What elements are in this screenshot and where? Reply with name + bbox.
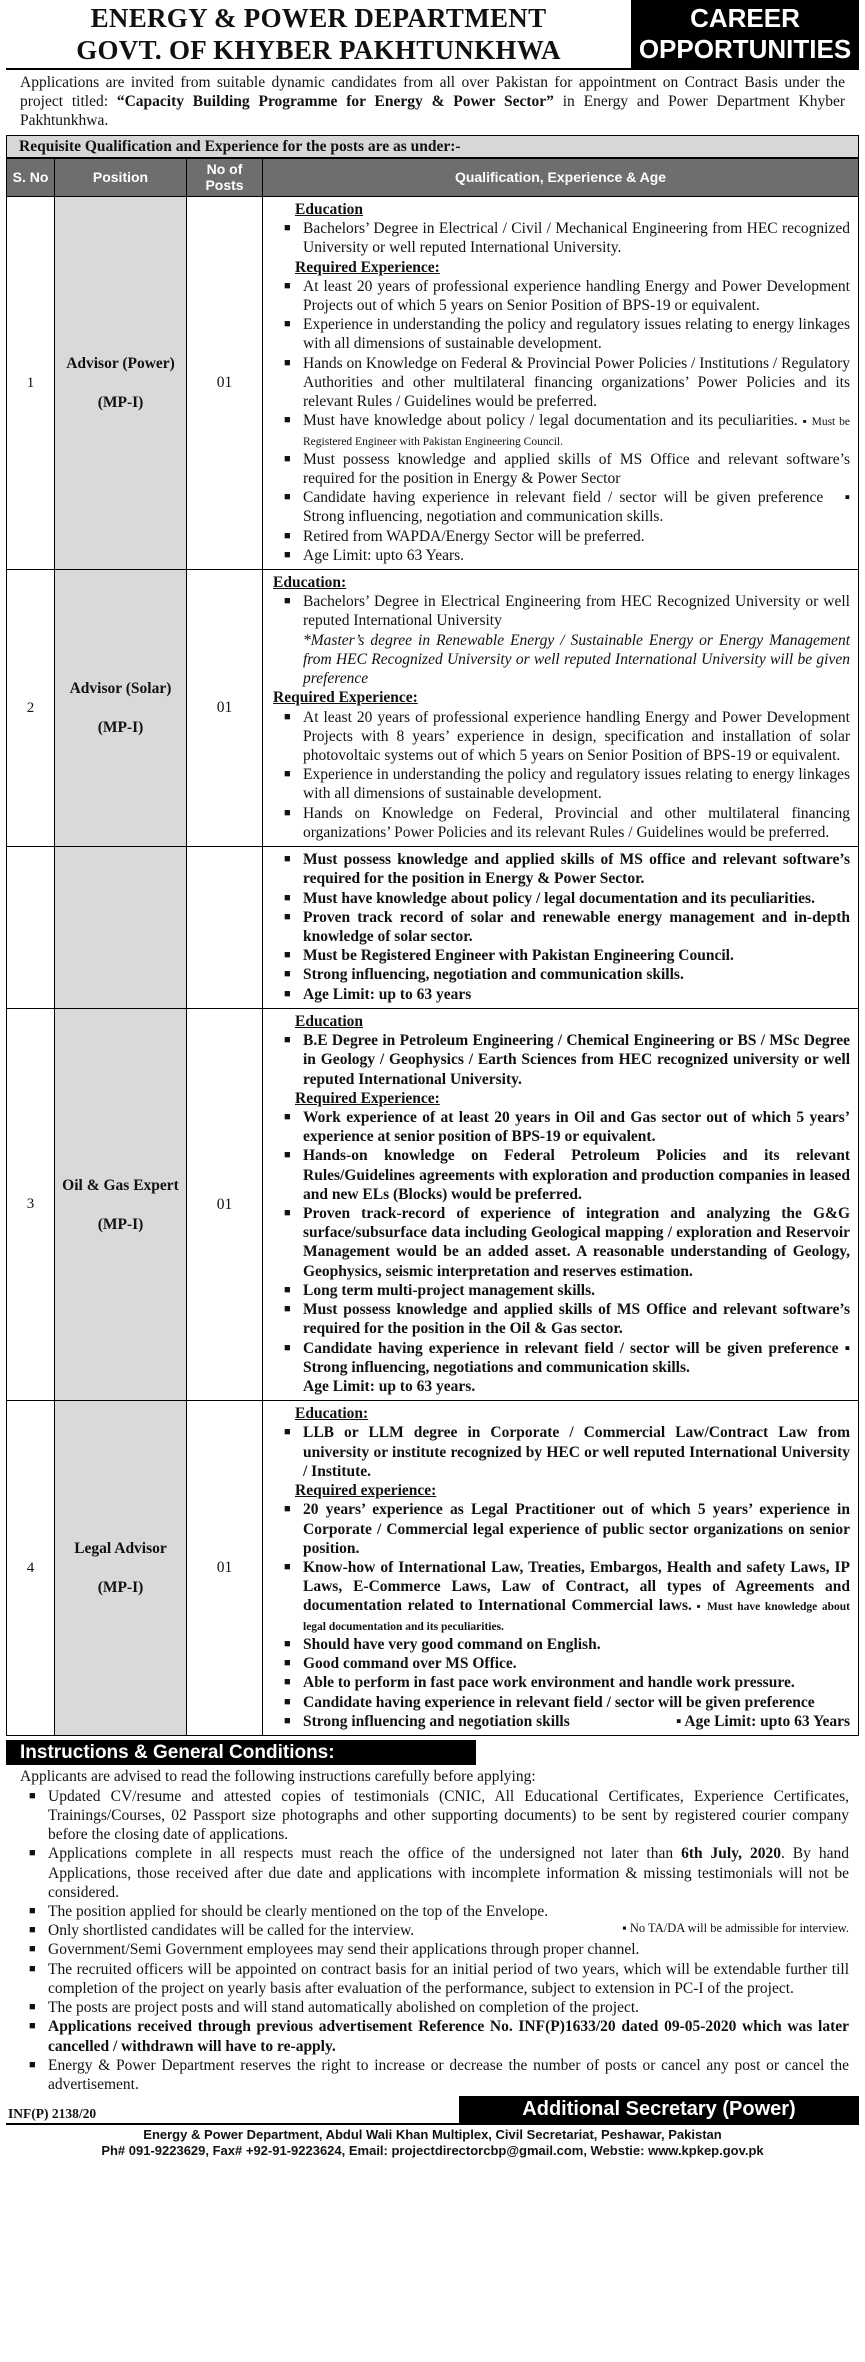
post-code: (MP-I): [97, 393, 144, 411]
post-position-name: Oil & Gas Expert: [62, 1176, 179, 1194]
experience-list: [273, 277, 850, 565]
post-sno: 3: [7, 1008, 55, 1400]
list-item: ■ Bachelors’ Degree in Electrical / Civil / Mechanical Engineering from HEC recognized University or well reputed International University.: [273, 219, 850, 257]
list-item: ■ Bachelors’ Degree in Electrical Engineering from HEC Recognized University or well reputed International University: [273, 592, 850, 630]
list-item: ■ Candidate having experience in relevant field / sector will be given preference: [273, 1693, 850, 1712]
post-position-name: Advisor (Solar): [69, 680, 172, 698]
signatory-banner: Additional Secretary (Power): [459, 2096, 859, 2123]
list-item: ■ Energy & Power Department reserves the right to increase or decrease the number of posts or cancel any post or cancel the advertisement.: [20, 2056, 849, 2094]
post-code: (MP-I): [97, 1215, 144, 1233]
item-text: Know-how of International Law, Treaties, Embargos, Health and safety Laws, IP Laws, E-Commerce Laws, Law of Contract, all types of Agreements and documentation related to International Commercial laws.: [303, 1558, 850, 1615]
item-text: Candidate having experience in relevant field / sector will be given preference: [303, 489, 824, 507]
intro-after: in Energy and Power Department Khyber Pakhtunkhwa.: [20, 93, 845, 130]
post-sno: 1: [7, 196, 55, 569]
list-item: ■ Must possess knowledge and applied skills of MS office and relevant software’s required for the position in Energy & Power Sector.: [273, 850, 850, 888]
list-item: ■ At least 20 years of professional experience handling Energy and Power Development Projects with 8 years’ experience in design, specification and installation of solar photovoltaic systems out of which 5 years on Senior Position of BPS-19 or equivalent.: [273, 708, 850, 766]
list-item: ■ Must have knowledge about policy / legal documentation and its peculiarities.: [273, 889, 850, 908]
list-item: ■ Able to perform in fast pace work environment and handle work pressure.: [273, 1673, 850, 1692]
list-item: [273, 1558, 850, 1635]
list-item: ■ Retired from WAPDA/Energy Sector will be preferred.: [273, 527, 850, 546]
table-row: [7, 1008, 859, 1400]
list-item: [273, 1339, 850, 1397]
education-list: [273, 219, 850, 257]
list-item: ■ Age Limit: upto 63 Years.: [273, 546, 850, 565]
post-count: 01: [187, 196, 263, 569]
post-qualification: [263, 196, 859, 569]
career-line-1: CAREER: [690, 3, 800, 33]
table-row: [7, 570, 859, 847]
inline-note: ▪ Age Limit: upto 63 Years: [675, 1712, 850, 1730]
list-item: ■ Good command over MS Office.: [273, 1654, 850, 1673]
post-position: [55, 570, 187, 847]
item-text: Must have knowledge about policy / legal documentation and its peculiarities.: [303, 412, 798, 430]
post-position: [55, 196, 187, 569]
list-item: ■ Strong influencing, negotiation and communication skills.: [273, 965, 850, 984]
table-row-continued: [7, 847, 859, 1009]
deadline-after: . By hand Applications, those received after due date and applications with incomplete information & missing testimonials will not be considered.: [48, 1845, 849, 1901]
posts-table: [6, 158, 859, 1736]
list-item: ■ Experience in understanding the policy and regulatory issues relating to energy linkages with all dimensions of sustainable development.: [273, 765, 850, 803]
experience-heading: Required Experience:: [295, 1089, 440, 1107]
list-item: ■ B.E Degree in Petroleum Engineering / Chemical Engineering or BS / MSc Degree in Geology / Geophysics / Earth Sciences from HEC recognized university or well reputed International University.: [273, 1031, 850, 1089]
list-item: ■ Proven track record of solar and renewable energy management and in-depth knowledge of solar sector.: [273, 908, 850, 946]
post-count: 01: [187, 570, 263, 847]
career-opportunities-banner: [631, 0, 859, 68]
inline-note: ▪ Must have knowledge about legal documentation and its peculiarities.: [303, 1601, 851, 1633]
empty-cell: [187, 847, 263, 1009]
department-title: [6, 0, 631, 68]
list-item: ■ Must possess knowledge and applied skills of MS Office and relevant software’s required for the position in Energy & Power Sector: [273, 450, 850, 488]
list-item: ■ Government/Semi Government employees may send their applications through proper channel.: [20, 1940, 849, 1959]
deadline-before: Applications complete in all respects must reach the office of the undersigned not later than: [48, 1845, 682, 1863]
list-item: ■ Work experience of at least 20 years in Oil and Gas sector out of which 5 years’ experience at senior position of BPS-19 or equivalent.: [273, 1108, 850, 1146]
career-line-2: OPPORTUNITIES: [638, 34, 852, 64]
list-item: ■ Updated CV/resume and attested copies of testimonials (CNIC, All Educational Certificates, Experience Certificates, Trainings/Courses, 02 Passport size photographs and other supporting documents) to be sent by registered courier company before the closing date of applications.: [20, 1787, 849, 1845]
post-code: (MP-I): [97, 719, 144, 737]
header-qualification: Qualification, Experience & Age: [263, 158, 859, 196]
post-count: 01: [187, 1401, 263, 1736]
instructions-section: [6, 1767, 859, 2094]
list-item: ■ 20 years’ experience as Legal Practitioner out of which 5 years’ experience in Corporate / Commercial legal experience of public sector organizations on senior position.: [273, 1500, 850, 1558]
post-position-name: Advisor (Power): [66, 354, 175, 372]
list-item: ■ Applications received through previous advertisement Reference No. INF(P)1633/20 dated 09-05-2020 which was later cancelled / withdrawn will have to re-apply.: [20, 2017, 849, 2055]
list-item: ■ Must be Registered Engineer with Pakistan Engineering Council.: [273, 946, 850, 965]
instructions-heading: Instructions & General Conditions:: [6, 1740, 476, 1766]
header-sno: S. No: [7, 158, 55, 196]
header-no-of-posts: No of Posts: [187, 158, 263, 196]
shortlist-text: ■ Only shortlisted candidates will be called for the interview.: [48, 1922, 415, 1940]
post-count: 01: [187, 1008, 263, 1400]
item-text: Candidate having experience in relevant field / sector will be given preference: [303, 1339, 839, 1357]
table-row: [7, 1401, 859, 1736]
list-item: ■ LLB or LLM degree in Corporate / Commercial Law/Contract Law from university or institute recognized by HEC or well reputed International University / Institute.: [273, 1423, 850, 1481]
post-code: (MP-I): [97, 1579, 144, 1597]
list-item: [20, 1844, 849, 1902]
experience-list: [273, 1108, 850, 1396]
post-position: [55, 1401, 187, 1736]
post-sno: 2: [7, 570, 55, 847]
department-line-1: ENERGY & POWER DEPARTMENT: [90, 3, 547, 33]
intro-before: Applications are invited from suitable dynamic candidates from all over Pakistan for appointment on Contract Basis under the project titled:: [20, 74, 845, 111]
list-item: ■ The posts are project posts and will stand automatically abolished on completion of the project.: [20, 1998, 849, 2017]
education-note: *Master’s degree in Renewable Energy / Sustainable Energy or Energy Management from HEC Recognized University or well reputed International University will be given preference: [303, 631, 850, 688]
list-item: ■ Hands on Knowledge on Federal & Provincial Power Policies / Institutions / Regulatory Authorities and other multilateral financing organizations’ Power Policies and its relevant Rules / Guidelines would be preferred.: [273, 354, 850, 412]
continued-list: [273, 850, 850, 1004]
list-item: [273, 411, 850, 449]
list-item: ■ Must possess knowledge and applied skills of MS Office and relevant software’s required for the position in the Oil & Gas sector.: [273, 1300, 850, 1338]
list-item: ■ At least 20 years of professional experience handling Energy and Power Development Projects out of which 5 years on Senior Position of BPS-19 or equivalent.: [273, 277, 850, 315]
list-item: ■ The recruited officers will be appointed on contract basis for an initial period of two years, which will be extendable further till completion of the project on yearly basis after evaluation of the performance, subject to extension in PC-I of the project.: [20, 1960, 849, 1998]
list-item: ■ Proven track-record of experience of integration and analyzing the G&G surface/subsurface data including Geological mapping / exploration and Reservoir Management would be an added asset. A reasonable understanding of Geology, Geophysics, seismic interpretation and reserves estimation.: [273, 1204, 850, 1281]
list-item: ■ Hands-on knowledge on Federal Petroleum Policies and its relevant Rules/Guidelines agreements with exploration and production companies in leased and new ELs (Blocks) would be preferred.: [273, 1146, 850, 1204]
post-position: [55, 1008, 187, 1400]
table-row: [7, 196, 859, 569]
experience-list: [273, 1500, 850, 1731]
instructions-lead: Applicants are advised to read the following instructions carefully before applying:: [20, 1768, 536, 1786]
item-text: ■ Strong influencing and negotiation skills: [303, 1712, 570, 1730]
post-position-name: Legal Advisor: [74, 1540, 167, 1558]
list-item: ■ Long term multi-project management skills.: [273, 1281, 850, 1300]
list-item: [273, 488, 850, 526]
inline-note: ▪ Strong influencing, negotiations and communication skills.: [303, 1339, 850, 1376]
list-item: ■ The position applied for should be clearly mentioned on the top of the Envelope.: [20, 1902, 849, 1921]
header-position: Position: [55, 158, 187, 196]
intro-paragraph: [6, 70, 859, 133]
list-item: [273, 1712, 850, 1731]
deadline-date: 6th July, 2020: [681, 1845, 781, 1863]
list-item: [20, 1921, 849, 1940]
footer-row: [6, 2096, 859, 2123]
education-list: [273, 1031, 850, 1089]
post-qualification: [263, 570, 859, 847]
address-line-1: Energy & Power Department, Abdul Wali Khan Multiplex, Civil Secretariat, Peshawar, Pakistan: [143, 2127, 722, 2142]
education-heading: Education: [295, 200, 364, 218]
empty-cell: [55, 847, 187, 1009]
header: [6, 0, 859, 70]
department-line-2: GOVT. OF KHYBER PAKHTUNKHWA: [76, 35, 561, 65]
education-heading: Education:: [273, 574, 347, 592]
experience-list: [273, 708, 850, 843]
age-limit: Age Limit: up to 63 years.: [303, 1378, 476, 1395]
post-sno: 4: [7, 1401, 55, 1736]
reference-number: INF(P) 2138/20: [8, 2106, 97, 2122]
instructions-list: [20, 1787, 849, 2095]
post-qualification-continued: [263, 847, 859, 1009]
inline-note: ▪ Must be Registered Engineer with Pakistan Engineering Council.: [303, 416, 851, 448]
intro-project-title: “Capacity Building Programme for Energy & Power Sector”: [116, 93, 554, 111]
requisite-bar: Requisite Qualification and Experience for the posts are as under:-: [6, 135, 859, 158]
address-block: [6, 2123, 859, 2159]
list-item: ■ Age Limit: up to 63 years: [273, 985, 850, 1004]
table-header-row: [7, 158, 859, 196]
post-qualification: [263, 1401, 859, 1736]
education-heading: Education:: [295, 1405, 369, 1423]
education-list: [273, 1423, 850, 1481]
list-item: ■ Should have very good command on English.: [273, 1635, 850, 1654]
experience-heading: Required Experience:: [273, 689, 418, 707]
address-line-2: Ph# 091-9223629, Fax# +92-91-9223624, Email: projectdirectorcbp@gmail.com, Webstie: www.kpkep.gov.pk: [101, 2143, 764, 2158]
inline-note: ▪ Strong influencing, negotiation and communication skills.: [303, 489, 850, 526]
shortlist-note: ▪ No TA/DA will be admissible for interview.: [622, 1921, 849, 1936]
education-list: [273, 592, 850, 630]
list-item: ■ Hands on Knowledge on Federal, Provincial and other multilateral financing organizations’ Power Policies and its relevant Rules / Guidelines would be preferred.: [273, 804, 850, 842]
post-qualification: [263, 1008, 859, 1400]
list-item: ■ Experience in understanding the policy and regulatory issues relating to energy linkages with all dimensions of sustainable development.: [273, 315, 850, 353]
experience-heading: Required experience:: [295, 1482, 437, 1500]
empty-cell: [7, 847, 55, 1009]
education-heading: Education: [295, 1012, 364, 1030]
experience-heading: Required Experience:: [295, 258, 440, 276]
